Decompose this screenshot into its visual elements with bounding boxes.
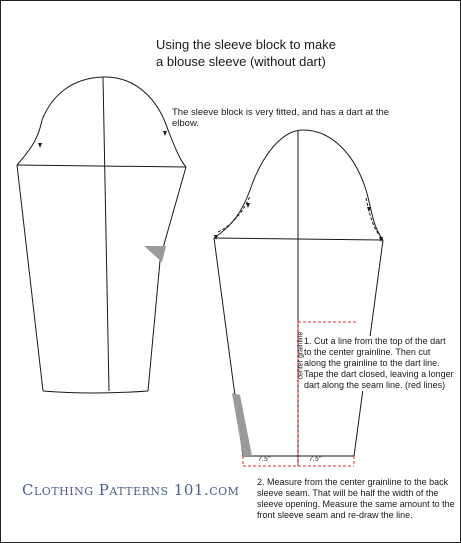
closed-dart-shading: [232, 393, 252, 456]
title-line-1: Using the sleeve block to make: [156, 37, 336, 52]
notch-left-front: [163, 131, 167, 136]
diagram-title: [156, 36, 376, 70]
measure-right-label: 7.5": [309, 456, 322, 463]
step-1-note: 1. Cut a line from the top of the dart to the center grainline. Then cut along the grainline to the dart line. Tape the dart closed, leaving a longer dart along the seam line. (red lines): [304, 336, 454, 390]
grainline-left: [103, 77, 109, 391]
hemline-left: [43, 391, 148, 393]
brand-logo-text: Clothing Patterns 101.com: [22, 481, 240, 499]
notch-left-back: [38, 143, 42, 148]
sleeve-front-seam-left: [148, 167, 186, 391]
title-line-2: a blouse sleeve (without dart): [156, 54, 326, 69]
elbow-dart-left: [144, 246, 166, 262]
notch-right-back: [246, 203, 250, 208]
sleeve-block-left: [17, 77, 186, 393]
bicep-line-left: [17, 165, 186, 167]
sleeve-cap-curve-left: [17, 77, 186, 167]
measure-left-label: 7.5": [258, 456, 271, 463]
sleeve-block-note: The sleeve block is very fitted, and has a dart at the elbow.: [172, 107, 390, 129]
sleeve-side-seam-left: [17, 165, 43, 391]
sleeve-cap-dashed-right: [218, 196, 380, 236]
step-2-note: 2. Measure from the center grainline to the back sleeve seam. That will be half the width of the sleeve opening. Measure the same amount to the front sleeve seam and re-draw the line.: [257, 477, 455, 520]
center-grainline-label: center grainline: [297, 331, 305, 380]
